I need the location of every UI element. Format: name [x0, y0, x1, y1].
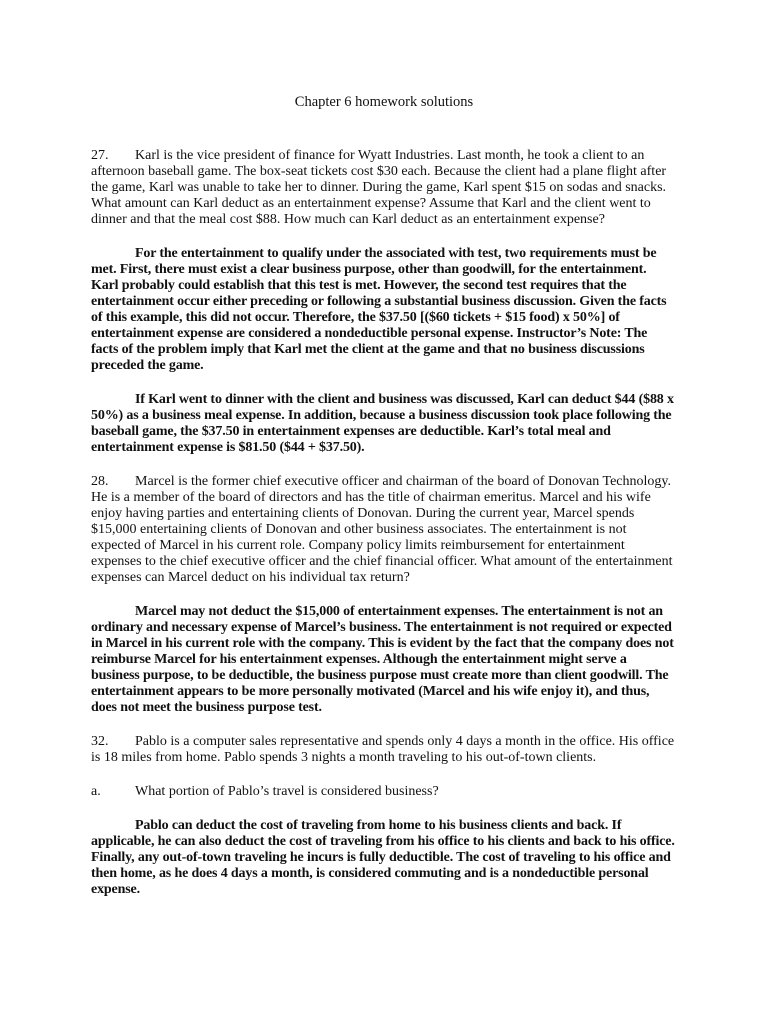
question-32	[91, 734, 677, 766]
question-number: 27.	[91, 148, 109, 163]
answer-paragraph: If Karl went to dinner with the client and business was discussed, Karl can deduct $44 ($88 x 50%) as a business meal expense. In addition, because a business discussion took place following the baseball game, the $37.50 in entertainment expenses are deductible. Karl’s total meal and entertainment expense is $81.50 ($44 + $37.50).	[91, 392, 674, 455]
answer-paragraph: Pablo can deduct the cost of traveling from home to his business clients and back. If applicable, he can also deduct the cost of traveling from his office to his clients and back to his office. Finally, any out-of-town traveling he incurs is fully deductible. The cost of traveling to his office and then home, as he does 4 days a month, is considered commuting and is a nondeductible personal expense.	[91, 818, 675, 897]
question-27	[91, 148, 677, 228]
question-text: Marcel is the former chief executive officer and chairman of the board of Donovan Technology. He is a member of the board of directors and has the title of chairman emeritus. Marcel and his wife enjoy having parties and entertaining clients of Donovan. During the current year, Marcel spends $15,000 entertaining clients of Donovan and other business associates. The entertainment is not expected of Marcel in his current role. Company policy limits reimbursement for entertainment expenses to the chief executive officer and the chief financial officer. What amount of the entertainment expenses can Marcel deduct on his individual tax return?	[91, 474, 673, 585]
sub-question-number: a.	[91, 784, 101, 799]
sub-question-text: What portion of Pablo’s travel is considered business?	[135, 784, 439, 799]
answer-paragraph: Marcel may not deduct the $15,000 of entertainment expenses. The entertainment is not an ordinary and necessary expense of Marcel’s business. The entertainment is not required or expected in Marcel in his current role with the company. This is evident by the fact that the company does not reimburse Marcel for his entertainment expenses. Although the entertainment might serve a business purpose, to be deductible, the business purpose must create more than client goodwill. The entertainment appears to be more personally motivated (Marcel and his wife enjoy it), and thus, does not meet the business purpose test.	[91, 604, 674, 715]
question-number: 32.	[91, 734, 109, 749]
answer-paragraph: For the entertainment to qualify under the associated with test, two requirements must be met. First, there must exist a clear business purpose, other than goodwill, for the entertainment. Karl probably could establish that this test is met. However, the second test requires that the entertainment occur either preceding or following a substantial business discussion. Given the facts of this example, this did not occur. Therefore, the $37.50 [($60 tickets + $15 food) x 50%] of entertainment expense are considered a nondeductible personal expense. Instructor’s Note: The facts of the problem imply that Karl met the client at the game and that no business discussions preceded the game.	[91, 246, 667, 373]
question-28	[91, 474, 677, 586]
question-text: Karl is the vice president of finance for Wyatt Industries. Last month, he took a client to an afternoon baseball game. The box-seat tickets cost $30 each. Because the client had a plane flight after the game, Karl was unable to take her to dinner. During the game, Karl spent $15 on sodas and snacks. What amount can Karl deduct as an entertainment expense? Assume that Karl and the client went to dinner and that the meal cost $88. How much can Karl deduct as an entertainment expense?	[91, 148, 667, 227]
page-title: Chapter 6 homework solutions	[294, 94, 474, 110]
sub-question-a	[91, 784, 677, 800]
document-body	[91, 148, 677, 898]
question-number: 28.	[91, 474, 109, 489]
question-text: Pablo is a computer sales representative and spends only 4 days a month in the office. His office is 18 miles from home. Pablo spends 3 nights a month traveling to his out-of-town clients.	[91, 734, 675, 765]
